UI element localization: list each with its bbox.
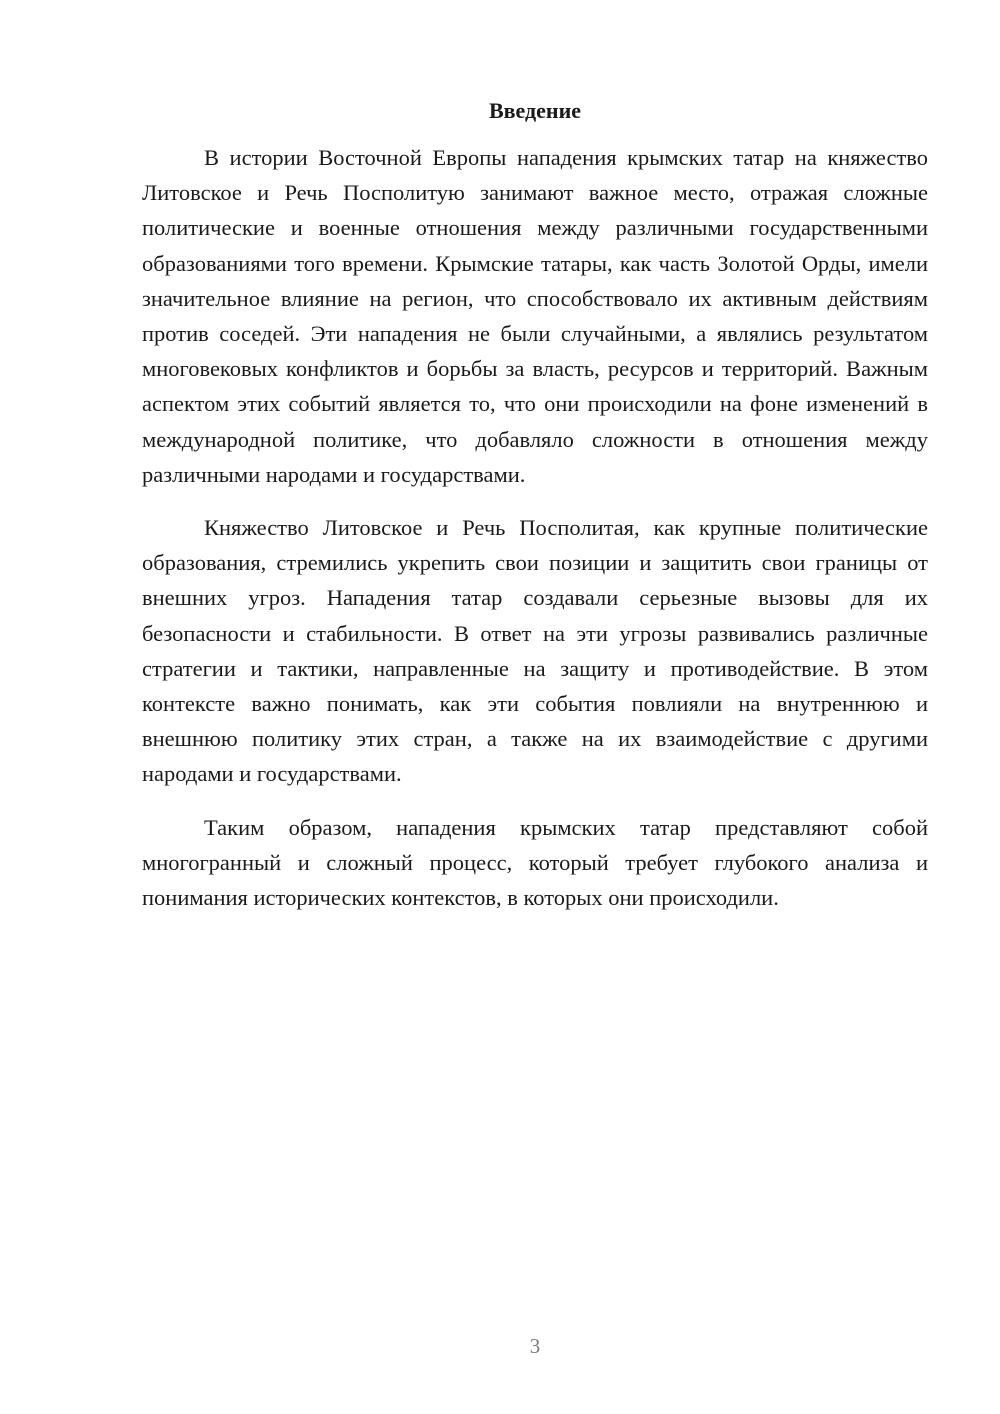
body-text [142, 140, 928, 933]
paragraph-3: Таким образом, нападения крымских татар представляют собой многогранный и сложный процесс, который требует глубокого анализа и понимания исторических контекстов, в которых они происходили. [142, 814, 928, 911]
page-number: 3 [529, 1334, 541, 1358]
section-heading: Введение [488, 98, 582, 123]
paragraph-1: В истории Восточной Европы нападения крымских татар на княжество Литовское и Речь Посполитую занимают важное место, отражая сложные политические и военные отношения между различными государственными образованиями того времени. Крымские татары, как часть Золотой Орды, имели значительное влияние на регион, что способствовало их активным действиям против соседей. Эти нападения не были случайными, а являлись результатом многовековых конфликтов и борьбы за власть, ресурсов и территорий. Важным аспектом этих событий является то, что они происходили на фоне изменений в международной политике, что добавляло сложности в отношения между различными народами и государствами. [142, 145, 928, 487]
paragraph-2: Княжество Литовское и Речь Посполитая, как крупные политические образования, стремились укрепить свои позиции и защитить свои границы от внешних угроз. Нападения татар создавали серьезные вызовы для их безопасности и стабильности. В ответ на эти угрозы развивались различные стратегии и тактики, направленные на защиту и противодействие. В этом контексте важно понимать, как эти события повлияли на внутреннюю и внешнюю политику этих стран, а также на их взаимодействие с другими народами и государствами. [142, 515, 928, 787]
